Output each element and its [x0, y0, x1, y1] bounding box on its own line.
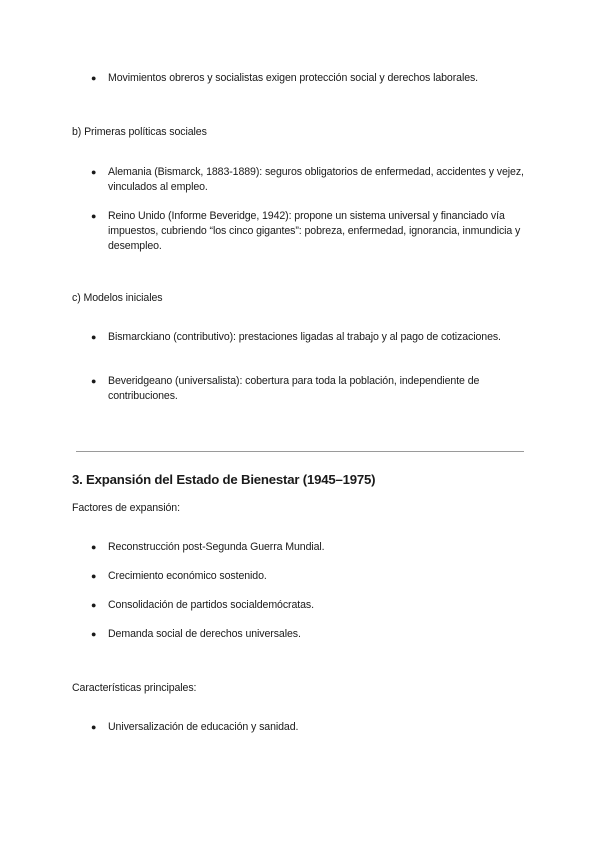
list-item: [91, 540, 528, 555]
list-item-text: Reino Unido (Informe Beveridge, 1942): propone un sistema universal y financiado vía impuestos, cubriendo “los cinco gigantes”: pobreza, enfermedad, ignorancia, inmundicia y desempleo.: [108, 210, 521, 252]
bullet-icon: ●: [91, 629, 97, 639]
list-item: [91, 569, 528, 584]
bullet-icon: ●: [91, 73, 97, 83]
bullet-icon: ●: [91, 542, 97, 552]
list-item-text: Universalización de educación y sanidad.: [108, 721, 299, 733]
caracteristicas-label: Características principales:: [72, 682, 197, 694]
list-item-text: Movimientos obreros y socialistas exigen protección social y derechos laborales.: [108, 72, 479, 84]
bullet-icon: ●: [91, 722, 97, 732]
list-item: [91, 720, 528, 735]
list-item-text: Consolidación de partidos socialdemócratas.: [108, 599, 314, 611]
list-item-text: Bismarckiano (contributivo): prestaciones ligadas al trabajo y al pago de cotizaciones.: [108, 331, 501, 343]
bullet-icon: ●: [91, 571, 97, 581]
list-item: [91, 374, 528, 404]
bullet-icon: ●: [91, 376, 97, 386]
list-item: [91, 71, 528, 86]
bullet-icon: ●: [91, 600, 97, 610]
section-heading-3: 3. Expansión del Estado de Bienestar (1945–1975): [72, 472, 376, 487]
list-item-text: Crecimiento económico sostenido.: [108, 570, 267, 582]
bullet-icon: ●: [91, 211, 97, 221]
bullet-icon: ●: [91, 167, 97, 177]
factores-label: Factores de expansión:: [72, 502, 180, 514]
list-item: [91, 165, 528, 195]
list-item-text: Demanda social de derechos universales.: [108, 628, 301, 640]
list-item: [91, 330, 528, 345]
horizontal-divider: [76, 451, 524, 452]
list-item-text: Reconstrucción post-Segunda Guerra Mundial.: [108, 541, 325, 553]
list-item-text: Beveridgeano (universalista): cobertura para toda la población, independiente de contribuciones.: [108, 375, 480, 402]
subsection-heading-c: c) Modelos iniciales: [72, 292, 163, 304]
list-item: [91, 598, 528, 613]
bullet-icon: ●: [91, 332, 97, 342]
list-item: [91, 627, 528, 642]
subsection-heading-b: b) Primeras políticas sociales: [72, 126, 207, 138]
list-item-text: Alemania (Bismarck, 1883-1889): seguros obligatorios de enfermedad, accidentes y vejez, vinculados al empleo.: [108, 166, 524, 193]
list-item: [91, 209, 528, 254]
